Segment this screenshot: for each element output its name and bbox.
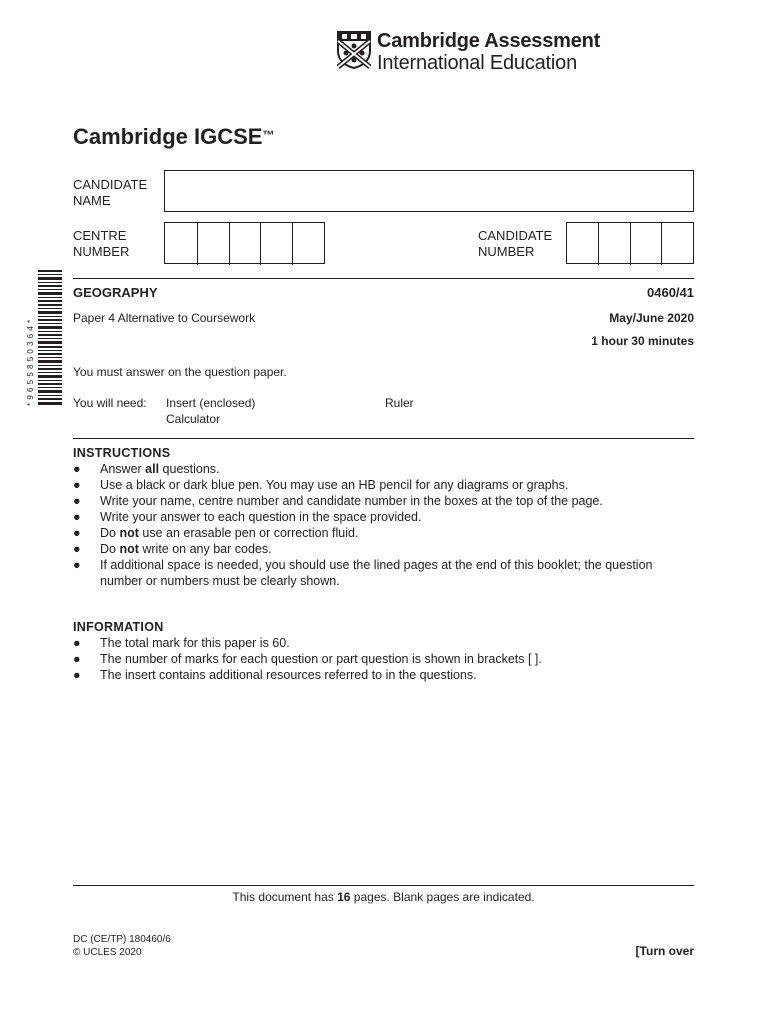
information-text: The total mark for this paper is 60. (100, 636, 290, 650)
barcode-number: * 9 6 5 5 8 5 0 3 6 4 * (26, 319, 35, 406)
logo-wordmark (377, 30, 600, 74)
list-item (73, 557, 698, 589)
list-item (73, 477, 698, 493)
candidate-number-cell[interactable] (661, 223, 693, 265)
centre-number-cell[interactable] (229, 223, 261, 265)
bullet-icon: ● (73, 462, 81, 476)
bullet-icon: ● (73, 510, 81, 524)
bullet-icon: ● (73, 542, 81, 556)
information-heading: INFORMATION (73, 620, 164, 634)
instruction-text-part: Answer (100, 462, 146, 476)
cambridge-crest-logo (337, 31, 371, 69)
instruction-text-part: use an erasable pen or correction fluid. (138, 526, 359, 540)
divider (73, 278, 694, 279)
instruction-text-part: Do (100, 526, 120, 540)
subject-title: GEOGRAPHY (73, 285, 158, 300)
page-title (73, 122, 274, 152)
bullet-icon: ● (73, 558, 81, 572)
centre-number-cell[interactable] (260, 223, 292, 265)
information-list (73, 635, 698, 683)
instruction-emphasis: not (119, 526, 139, 540)
centre-number-boxes[interactable] (164, 222, 325, 264)
instruction-text-part: write on any bar codes. (138, 542, 272, 556)
candidate-name-label-line-2: NAME (73, 193, 111, 208)
trademark-mark: ™ (262, 128, 275, 142)
centre-number-label-line-1: CENTRE (73, 228, 127, 243)
centre-number-cell[interactable] (292, 223, 324, 265)
equipment-item: Calculator (166, 412, 221, 426)
instruction-text: If additional space is needed, you should use the lined pages at the end of this booklet; the question number or numbers must be clearly shown. (100, 558, 653, 588)
candidate-number-label (478, 228, 552, 260)
logo-line-1: Cambridge Assessment (377, 30, 601, 52)
exam-duration: 1 hour 30 minutes (591, 334, 694, 348)
page-count-text: pages. Blank pages are indicated. (350, 890, 535, 904)
exam-session: May/June 2020 (609, 311, 694, 325)
candidate-name-label-line-1: CANDIDATE (73, 177, 148, 192)
candidate-number-boxes[interactable] (566, 222, 694, 264)
list-item (73, 461, 698, 477)
instructions-list (73, 461, 698, 589)
instruction-text-part: Do (100, 542, 120, 556)
instruction-text: Use a black or dark blue pen. You may use an HB pencil for any diagrams or graphs. (100, 478, 569, 492)
equipment-item: Ruler (385, 396, 414, 410)
list-item (73, 667, 698, 683)
candidate-number-cell[interactable] (567, 223, 598, 265)
instruction-text-part: questions. (159, 462, 220, 476)
information-text: The insert contains additional resources referred to in the questions. (100, 668, 477, 682)
bullet-icon: ● (73, 494, 81, 508)
list-item (73, 509, 698, 525)
document-code: DC (CE/TP) 180460/6 (73, 934, 171, 945)
instruction-emphasis: all (145, 462, 160, 476)
candidate-number-label-line-2: NUMBER (478, 244, 535, 259)
logo-line-2: International Education (377, 52, 577, 74)
page-count-note (73, 890, 694, 905)
list-item (73, 651, 698, 667)
paper-title: Paper 4 Alternative to Coursework (73, 311, 256, 325)
list-item (73, 541, 698, 557)
copyright: © UCLES 2020 (73, 947, 142, 958)
list-item (73, 493, 698, 509)
centre-number-label (73, 228, 129, 260)
list-item (73, 525, 698, 541)
barcode-number-strip (26, 270, 36, 406)
candidate-name-label (73, 177, 147, 209)
centre-number-cell[interactable] (197, 223, 229, 265)
paper-code: 0460/41 (647, 285, 694, 300)
list-item (73, 635, 698, 651)
candidate-number-cell[interactable] (630, 223, 662, 265)
title-main: Cambridge IGCSE (73, 124, 263, 149)
instructions-heading: INSTRUCTIONS (73, 446, 171, 460)
equipment-item: Insert (enclosed) (166, 396, 256, 410)
candidate-number-label-line-1: CANDIDATE (478, 228, 553, 243)
bullet-icon: ● (73, 668, 81, 682)
bullet-icon: ● (73, 636, 81, 650)
instruction-emphasis: not (119, 542, 139, 556)
candidate-number-cell[interactable] (598, 223, 630, 265)
divider (73, 438, 694, 439)
instruction-text (100, 541, 698, 557)
turn-over-note: [Turn over (635, 944, 694, 958)
bullet-icon: ● (73, 652, 81, 666)
information-text: The number of marks for each question or part question is shown in brackets [ ]. (100, 652, 542, 666)
centre-number-cell[interactable] (165, 223, 197, 265)
page-count-text: This document has (232, 890, 338, 904)
instruction-text: Write your name, centre number and candidate number in the boxes at the top of the page. (100, 494, 603, 508)
bullet-icon: ● (73, 526, 81, 540)
page-count-number: 16 (337, 890, 351, 904)
instruction-text (100, 525, 698, 541)
candidate-name-box[interactable] (164, 170, 694, 212)
centre-number-label-line-2: NUMBER (73, 244, 130, 259)
answer-note: You must answer on the question paper. (73, 365, 287, 379)
divider (73, 885, 694, 886)
instruction-text: Write your answer to each question in the space provided. (100, 510, 422, 524)
instruction-text (100, 461, 698, 477)
bullet-icon: ● (73, 478, 81, 492)
equipment-label: You will need: (73, 396, 147, 410)
